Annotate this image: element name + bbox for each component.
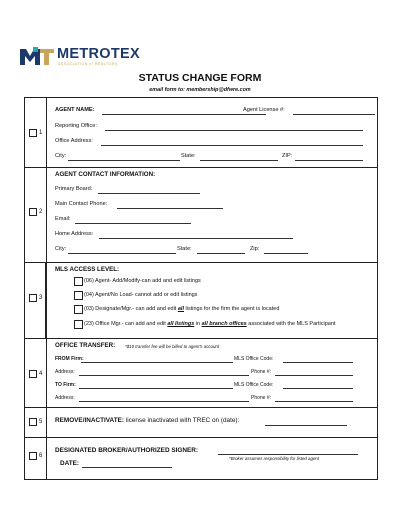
section-number-column bbox=[25, 408, 47, 437]
agent-license-field[interactable] bbox=[293, 114, 375, 115]
status-change-form bbox=[24, 97, 378, 480]
broker-signature-field[interactable] bbox=[218, 454, 358, 455]
mls-option-03-emphasis: all bbox=[177, 306, 184, 312]
transfer-fee-note: *$10 transfer fee will be billed to agent's account bbox=[125, 344, 220, 349]
section-mls-access bbox=[25, 263, 377, 339]
date-label: DATE: bbox=[60, 460, 80, 467]
metrotex-logo bbox=[20, 44, 140, 68]
to-phone-label: Phone #: bbox=[251, 395, 272, 401]
zip-field[interactable] bbox=[264, 253, 308, 254]
from-mls-code-label: MLS Office Code: bbox=[234, 356, 274, 362]
zip-label: ZIP: bbox=[282, 153, 293, 159]
mls-option-23-checkbox[interactable] bbox=[74, 320, 83, 329]
mls-option-03-label bbox=[84, 306, 279, 312]
mls-access-heading: MLS ACCESS LEVEL: bbox=[55, 266, 120, 273]
email-label: Email: bbox=[55, 216, 71, 222]
from-firm-field[interactable] bbox=[81, 362, 233, 363]
to-firm-label: TO Firm: bbox=[55, 382, 76, 388]
main-phone-label: Main Contact Phone: bbox=[55, 201, 108, 207]
section-5-checkbox[interactable] bbox=[29, 418, 37, 426]
city-label: City: bbox=[55, 153, 67, 159]
zip-field[interactable] bbox=[295, 160, 363, 161]
broker-note: *Broker assumes responsibility for listed agent bbox=[229, 456, 320, 461]
home-address-field[interactable] bbox=[99, 238, 293, 239]
agent-name-label: AGENT NAME: bbox=[55, 107, 95, 113]
state-label: State: bbox=[181, 153, 196, 159]
primary-board-label: Primary Board: bbox=[55, 186, 93, 192]
form-title: STATUS CHANGE FORM bbox=[138, 72, 262, 84]
remove-label bbox=[55, 417, 239, 424]
from-phone-label: Phone #: bbox=[251, 369, 272, 375]
remove-heading: REMOVE/INACTIVATE: bbox=[55, 417, 124, 424]
section-number: 1 bbox=[39, 130, 43, 136]
from-address-label: Address: bbox=[55, 369, 75, 375]
section-number: 4 bbox=[39, 371, 43, 377]
logo-wordmark: METROTEX bbox=[57, 46, 140, 62]
section-number-column bbox=[25, 339, 47, 407]
to-address-label: Address: bbox=[55, 395, 75, 401]
section-remove bbox=[25, 408, 377, 438]
mls-option-04-label: (04) Agent/No Load- cannot add or edit listings bbox=[84, 292, 198, 298]
email-field[interactable] bbox=[75, 223, 191, 224]
broker-heading: DESIGNATED BROKER/AUTHORIZED SIGNER: bbox=[55, 447, 198, 454]
office-address-label: Office Address: bbox=[55, 138, 93, 144]
broker-date-field[interactable] bbox=[82, 467, 172, 468]
section-agent bbox=[25, 98, 377, 168]
mls-option-23-emphasis-2: all branch offices bbox=[201, 321, 247, 327]
mls-option-03-checkbox[interactable] bbox=[74, 305, 83, 314]
section-number-column bbox=[25, 168, 47, 262]
mls-option-23-text-a: (23) Office Mgr.- can add and edit bbox=[84, 321, 168, 327]
office-address-field[interactable] bbox=[101, 145, 363, 146]
logo-tagline: ASSOCIATION of REALTORS bbox=[58, 62, 118, 66]
section-2-checkbox[interactable] bbox=[29, 208, 37, 216]
to-firm-field[interactable] bbox=[79, 388, 233, 389]
section-office-transfer bbox=[25, 339, 377, 408]
mls-option-04-checkbox[interactable] bbox=[74, 291, 83, 300]
contact-heading: AGENT CONTACT INFORMATION: bbox=[55, 171, 156, 178]
mls-option-06-label: (06) Agent- Add/Modify-can add and edit listings bbox=[84, 278, 201, 284]
agent-name-field[interactable] bbox=[102, 114, 266, 115]
section-contact bbox=[25, 168, 377, 263]
from-mls-code-field[interactable] bbox=[283, 362, 353, 363]
remove-text: license inactivated with TREC on (date): bbox=[125, 417, 240, 424]
home-address-label: Home Address: bbox=[55, 231, 94, 237]
reporting-office-label: Reporting Office: bbox=[55, 123, 97, 129]
zip-label: Zip: bbox=[250, 246, 260, 252]
to-address-field[interactable] bbox=[79, 401, 249, 402]
section-number: 6 bbox=[39, 453, 43, 459]
city-field[interactable] bbox=[68, 160, 180, 161]
section-number: 5 bbox=[39, 419, 43, 425]
form-subtitle: email form to: membership@dfwre.com bbox=[149, 87, 251, 93]
city-label: City: bbox=[55, 246, 67, 252]
trec-date-field[interactable] bbox=[265, 425, 347, 426]
mls-option-23-text-c: in bbox=[194, 321, 202, 327]
state-field[interactable] bbox=[197, 253, 245, 254]
main-phone-field[interactable] bbox=[117, 208, 223, 209]
section-number: 3 bbox=[39, 295, 43, 301]
from-phone-field[interactable] bbox=[275, 375, 353, 376]
mls-option-23-text-e: associated with the MLS Participant bbox=[246, 321, 336, 327]
metrotex-logo-mark-icon bbox=[20, 47, 54, 65]
section-3-checkbox[interactable] bbox=[29, 294, 37, 302]
section-number: 2 bbox=[39, 209, 43, 215]
mls-option-06-checkbox[interactable] bbox=[74, 277, 83, 286]
mls-option-23-emphasis-1: all listings bbox=[167, 321, 195, 327]
section-number-column bbox=[25, 98, 47, 167]
section-4-checkbox[interactable] bbox=[29, 370, 37, 378]
agent-license-label: Agent License #: bbox=[243, 107, 285, 113]
city-field[interactable] bbox=[68, 253, 176, 254]
from-firm-label: FROM Firm: bbox=[55, 356, 84, 362]
mls-option-23-label bbox=[84, 321, 335, 327]
office-transfer-heading: OFFICE TRANSFER: bbox=[55, 342, 116, 349]
section-1-checkbox[interactable] bbox=[29, 129, 37, 137]
reporting-office-field[interactable] bbox=[105, 130, 363, 131]
mls-option-03-text-a: (03) Designate/Mgr.- can add and edit bbox=[84, 306, 178, 312]
to-phone-field[interactable] bbox=[275, 401, 353, 402]
section-number-column bbox=[25, 438, 47, 479]
state-field[interactable] bbox=[200, 160, 278, 161]
to-mls-code-label: MLS Office Code: bbox=[234, 382, 274, 388]
section-broker bbox=[25, 438, 377, 479]
to-mls-code-field[interactable] bbox=[283, 388, 353, 389]
section-6-checkbox[interactable] bbox=[29, 452, 37, 460]
section-number-column bbox=[25, 263, 47, 338]
state-label: State: bbox=[177, 246, 192, 252]
from-address-field[interactable] bbox=[79, 375, 249, 376]
mls-option-03-text-c: listings for the firm the agent is located bbox=[184, 306, 280, 312]
primary-board-field[interactable] bbox=[98, 193, 200, 194]
